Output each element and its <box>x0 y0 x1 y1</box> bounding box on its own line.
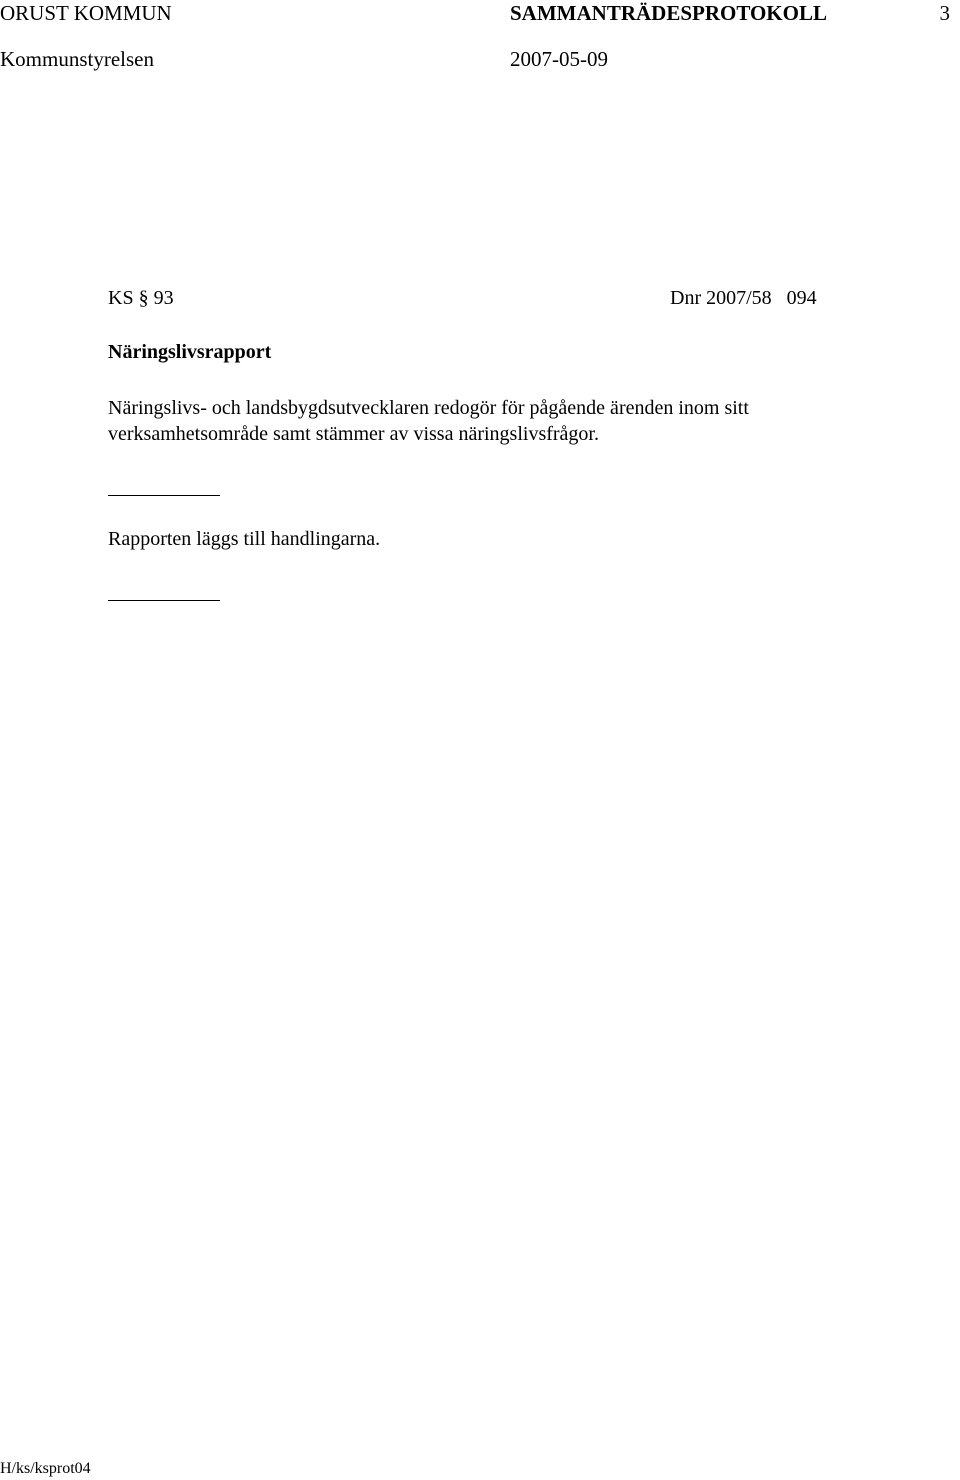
page-number: 3 <box>939 1 950 25</box>
separator-line <box>108 600 220 601</box>
description-line: Näringslivs- och landsbygdsutvecklaren redogör för pågående ärenden inom sitt <box>108 397 749 419</box>
board-name: Kommunstyrelsen <box>0 47 154 71</box>
document-type: SAMMANTRÄDESPROTOKOLL <box>510 1 827 25</box>
file-reference: H/ks/ksprot04 <box>0 1460 91 1477</box>
description-line: verksamhetsområde samt stämmer av vissa näringslivsfrågor. <box>108 423 599 445</box>
item-title: Näringslivsrapport <box>108 341 272 363</box>
organization-name: ORUST KOMMUN <box>0 1 172 25</box>
separator-line <box>108 495 220 496</box>
paragraph-reference: KS § 93 <box>108 287 174 309</box>
meeting-date: 2007-05-09 <box>510 47 608 71</box>
decision-text: Rapporten läggs till handlingarna. <box>108 528 381 550</box>
diary-number: Dnr 2007/58 094 <box>670 287 817 309</box>
item-description <box>108 395 868 447</box>
